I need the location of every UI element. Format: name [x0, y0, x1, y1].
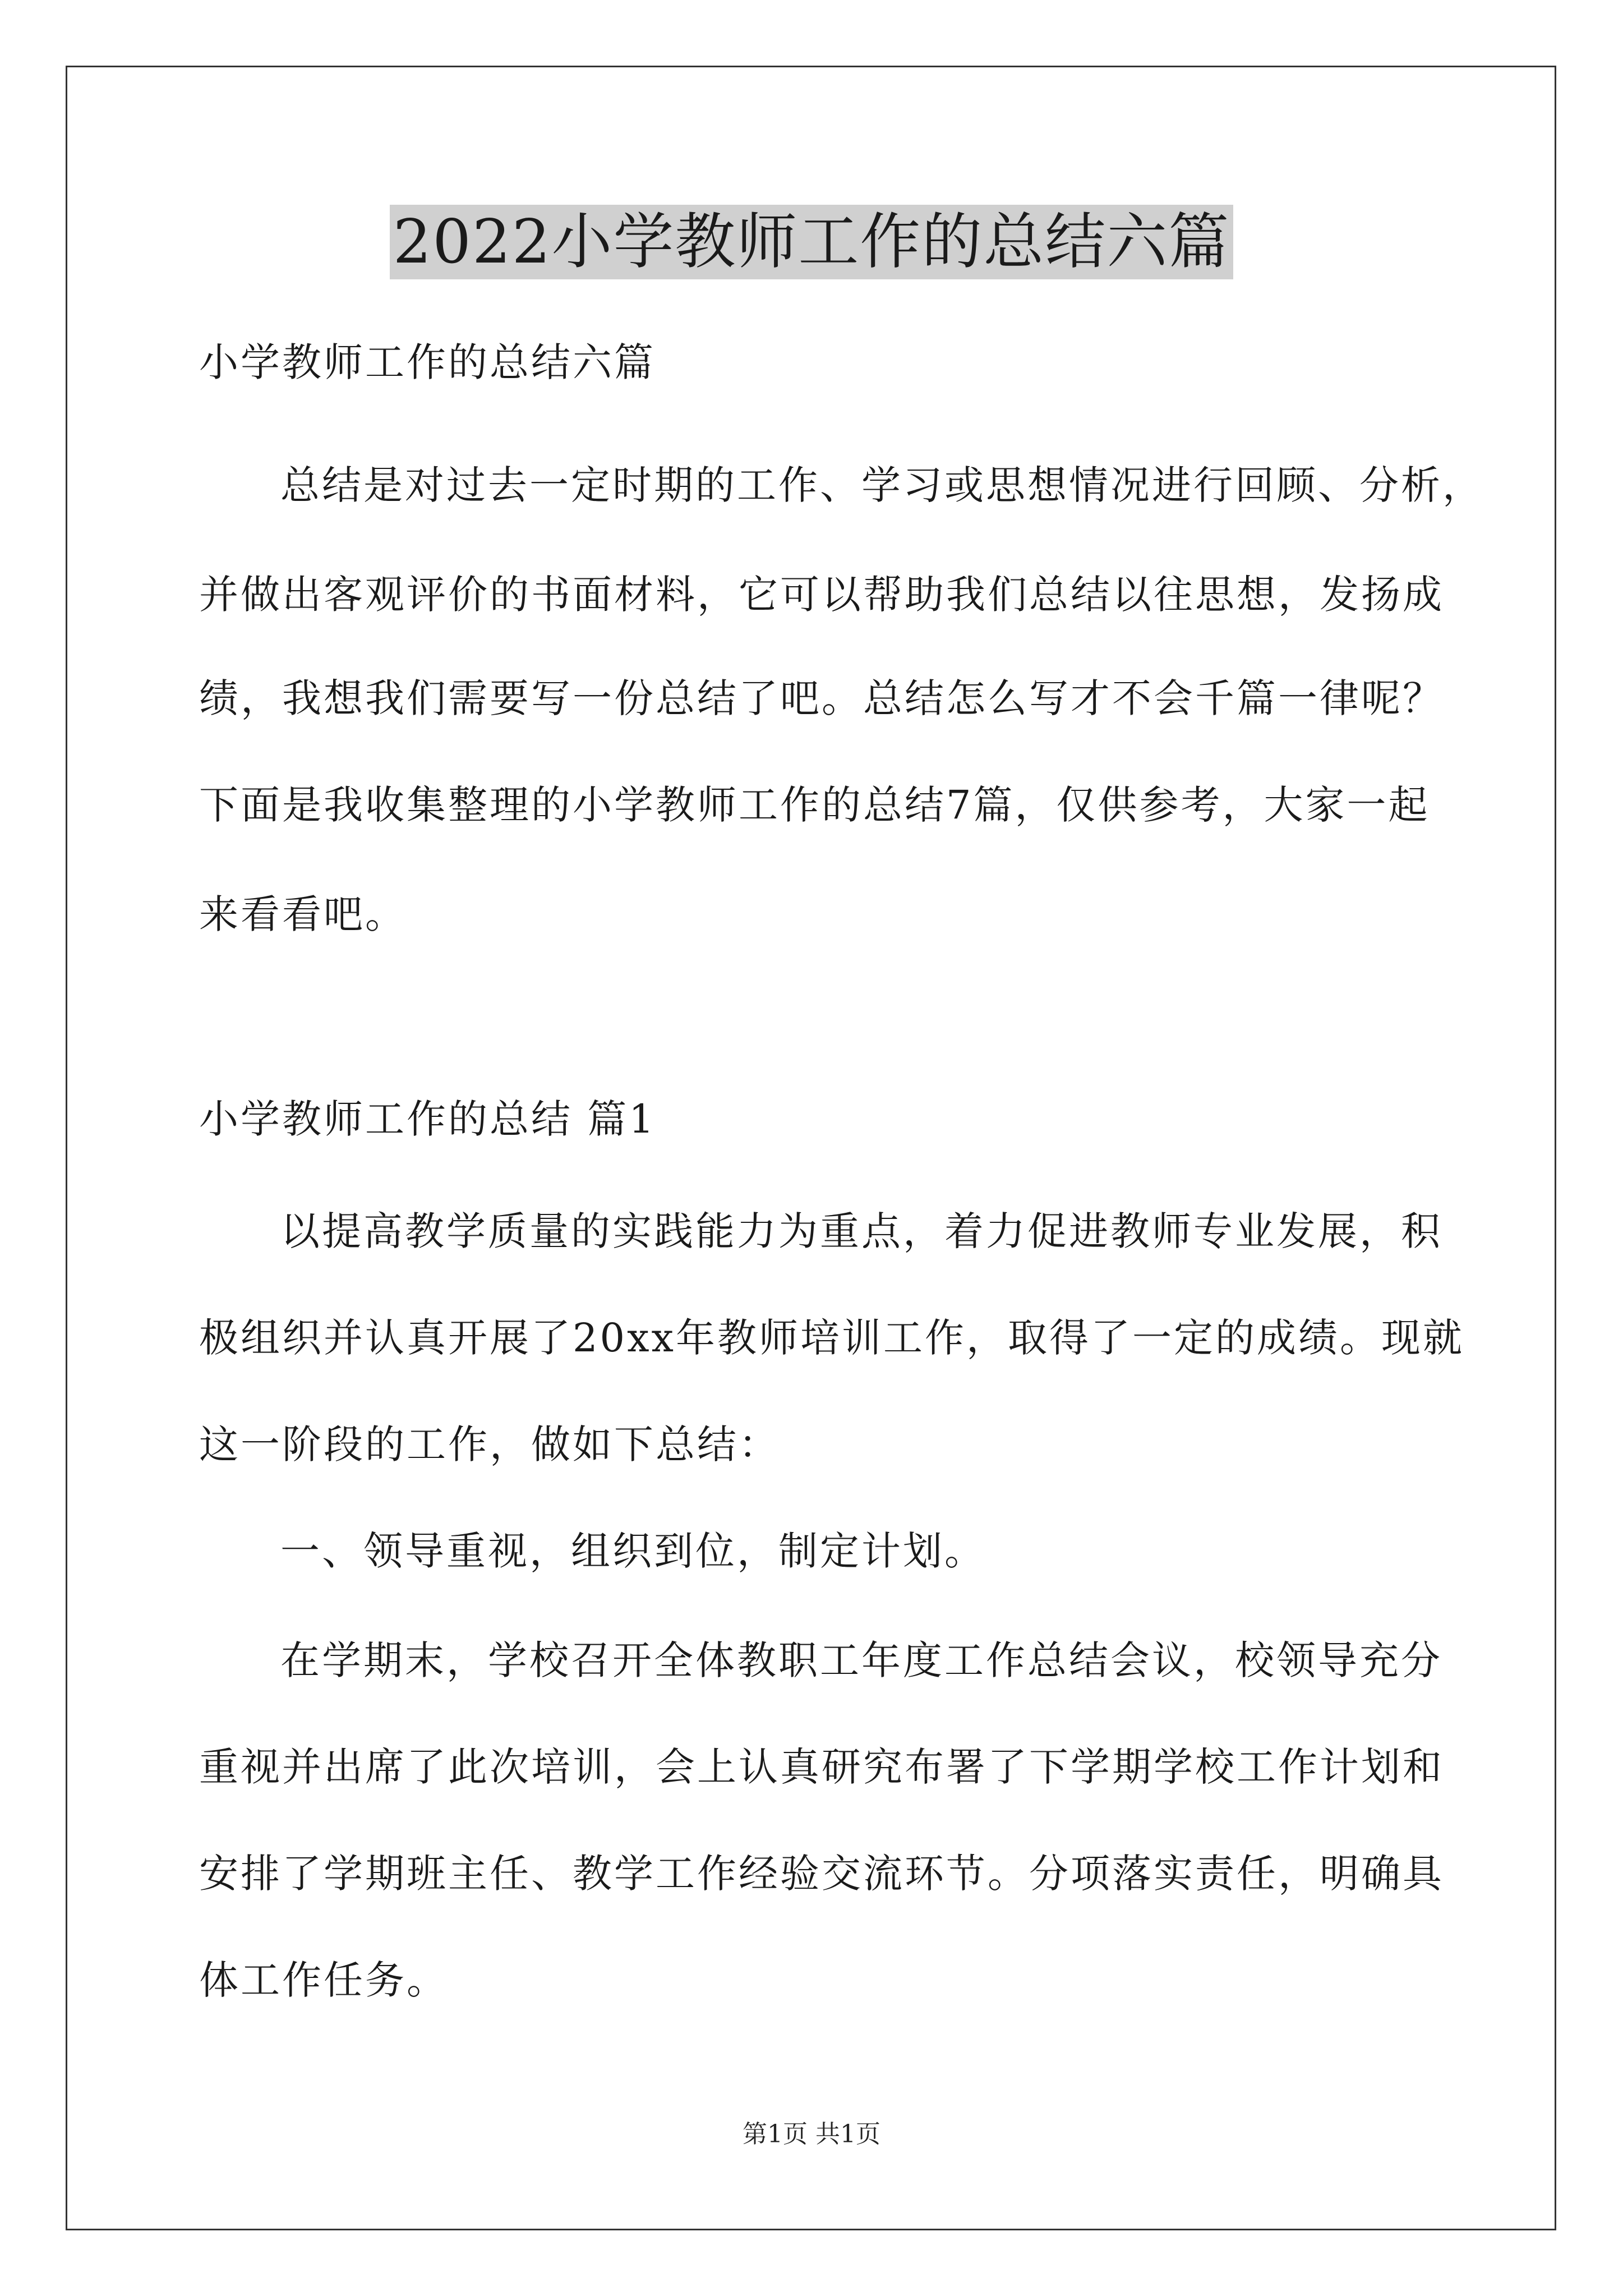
paragraph-line: 来看看吧。: [199, 891, 407, 937]
section-heading: 小学教师工作的总结 篇1: [199, 1096, 656, 1142]
subtitle-line: 小学教师工作的总结六篇: [199, 339, 656, 385]
paragraph-line: 重视并出席了此次培训，会上认真研究布署了下学期学校工作计划和: [199, 1744, 1444, 1790]
paragraph-line: 这一阶段的工作，做如下总结：: [199, 1421, 780, 1467]
page-footer: 第1页 共1页: [743, 2120, 880, 2148]
paragraph-line: 体工作任务。: [199, 1957, 448, 2003]
paragraph-line: 下面是我收集整理的小学教师工作的总结7篇，仅供参考，大家一起: [199, 782, 1430, 828]
paragraph-line: 安排了学期班主任、教学工作经验交流环节。分项落实责任，明确具: [199, 1851, 1444, 1897]
paragraph-line: 总结是对过去一定时期的工作、学习或思想情况进行回顾、分析，: [280, 462, 1484, 508]
document-title-text: 2022小学教师工作的总结六篇: [390, 205, 1234, 279]
subheading-line: 一、领导重视，组织到位，制定计划。: [280, 1528, 986, 1574]
paragraph-line: 以提高教学质量的实践能力为重点，着力促进教师专业发展，积: [280, 1208, 1442, 1254]
paragraph-line: 极组织并认真开展了20xx年教师培训工作，取得了一定的成绩。现就: [199, 1315, 1465, 1361]
paragraph-line: 绩，我想我们需要写一份总结了吧。总结怎么写才不会千篇一律呢？: [199, 675, 1444, 721]
paragraph-line: 并做出客观评价的书面材料，它可以帮助我们总结以往思想，发扬成: [199, 572, 1444, 618]
paragraph-line: 在学期末，学校召开全体教职工年度工作总结会议，校领导充分: [280, 1637, 1442, 1683]
document-title: [0, 203, 1623, 282]
